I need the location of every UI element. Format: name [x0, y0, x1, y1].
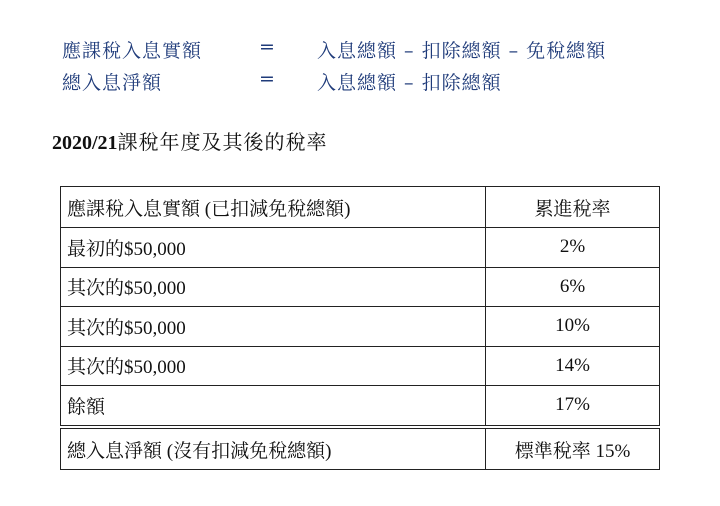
- standard-rate-table: [60, 428, 660, 470]
- rate-cell: 17%: [486, 386, 660, 426]
- table-row: [61, 346, 660, 386]
- income-band-cell: 其次的$50,000: [61, 346, 486, 386]
- standard-rate-cell: 標準稅率 15%: [486, 429, 660, 470]
- rate-cell: 2%: [486, 228, 660, 268]
- table-header-row: [61, 187, 660, 228]
- income-band-cell: 最初的$50,000: [61, 228, 486, 268]
- table-row: [61, 267, 660, 307]
- header-income-band: 應課稅入息實額 (已扣減免稅總額): [61, 187, 486, 228]
- income-band-cell: 餘額: [61, 386, 486, 426]
- table-row: [61, 386, 660, 426]
- rate-cell: 10%: [486, 307, 660, 347]
- rate-cell: 6%: [486, 267, 660, 307]
- progressive-rate-table: [60, 186, 660, 426]
- formula-lhs: 應課稅入息實額: [62, 40, 203, 62]
- rate-cell: 14%: [486, 346, 660, 386]
- equals-sign: =: [259, 36, 276, 58]
- formula-rhs: 入息總額 – 扣除總額: [317, 72, 502, 94]
- table-row: [61, 307, 660, 347]
- header-progressive-rate: 累進稅率: [486, 187, 660, 228]
- heading-text: 課稅年度及其後的稅率: [117, 130, 328, 154]
- equals-sign: =: [259, 68, 276, 90]
- income-band-cell: 其次的$50,000: [61, 267, 486, 307]
- formula-rhs: 入息總額 – 扣除總額 – 免稅總額: [317, 40, 607, 62]
- table-row: [61, 429, 660, 470]
- formula-lhs: 總入息淨額: [62, 72, 163, 94]
- income-band-cell: 其次的$50,000: [61, 307, 486, 347]
- net-total-income-cell: 總入息淨額 (沒有扣減免稅總額): [61, 429, 486, 470]
- table-row: [61, 228, 660, 268]
- heading-year: 2020/21: [52, 132, 118, 154]
- section-heading: [52, 126, 328, 155]
